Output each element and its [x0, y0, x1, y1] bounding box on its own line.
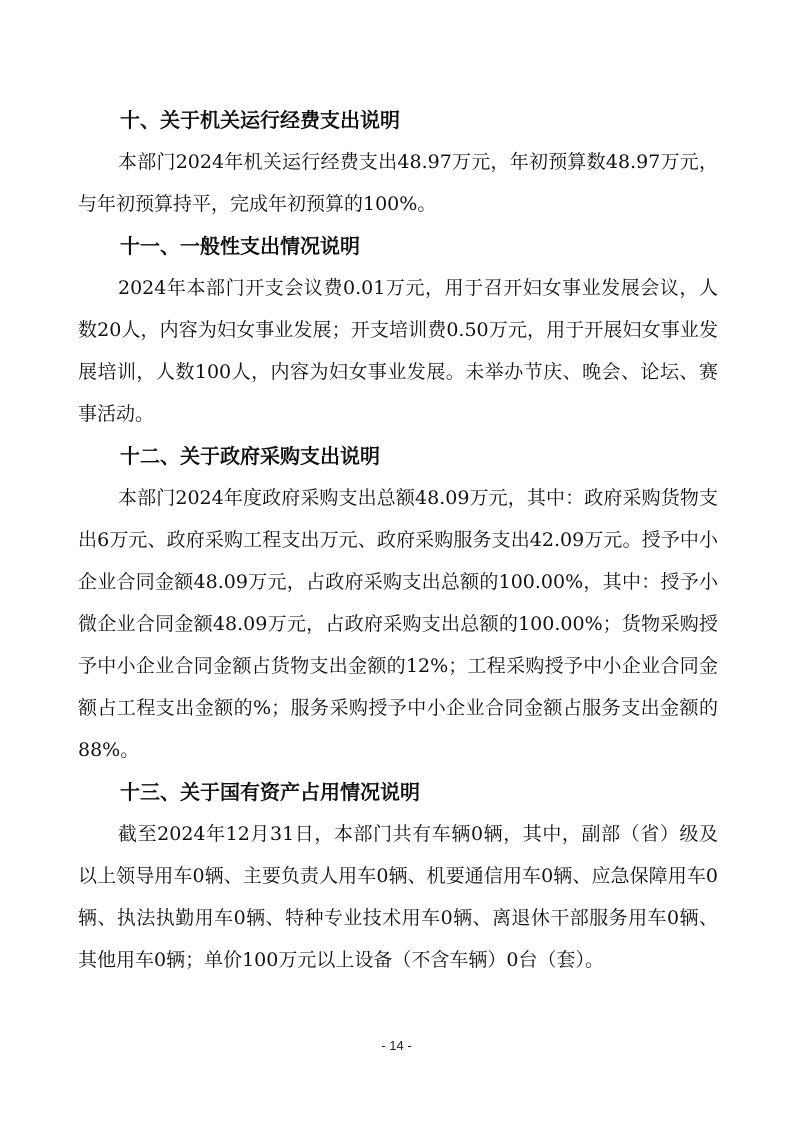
section-title-13: 十三、关于国有资产占用情况说明 — [120, 780, 420, 804]
section-10-paragraph: 本部门2024年机关运行经费支出48.97万元，年初预算数48.97万元，与年初预算持平，完成年初预算的100%。 — [78, 151, 718, 215]
section-title-10: 十、关于机关运行经费支出说明 — [120, 108, 400, 132]
section-13-paragraph: 截至2024年12月31日，本部门共有车辆0辆，其中，副部（省）级及以上领导用车0辆、主要负责人用车0辆、机要通信用车0辆、应急保障用车0辆、执法执勤用车0辆、特种专业技术用车0辆、离退休干部服务用车0辆、其他用车0辆；单价100万元以上设备（不含车辆）0台（套）。 — [78, 823, 718, 971]
document-body — [78, 99, 718, 981]
section-title-12: 十二、关于政府采购支出说明 — [120, 444, 380, 468]
page-number: - 14 - — [381, 1038, 412, 1053]
section-11-paragraph: 2024年本部门开支会议费0.01万元，用于召开妇女事业发展会议，人数20人，内容为妇女事业发展；开支培训费0.50万元，用于开展妇女事业发展培训，人数100人，内容为妇女事业发展。未举办节庆、晚会、论坛、赛事活动。 — [78, 277, 718, 425]
section-12-paragraph: 本部门2024年度政府采购支出总额48.09万元，其中：政府采购货物支出6万元、政府采购工程支出万元、政府采购服务支出42.09万元。授予中小企业合同金额48.09万元，占政府采购支出总额的100.00%，其中：授予小微企业合同金额48.09万元，占政府采购支出总额的100.00%；货物采购授予中小企业合同金额占货物支出金额的12%；工程采购授予中小企业合同金额占工程支出金额的%；服务采购授予中小企业合同金额占服务支出金额的88%。 — [78, 487, 718, 761]
section-title-11: 十一、一般性支出情况说明 — [120, 234, 360, 258]
